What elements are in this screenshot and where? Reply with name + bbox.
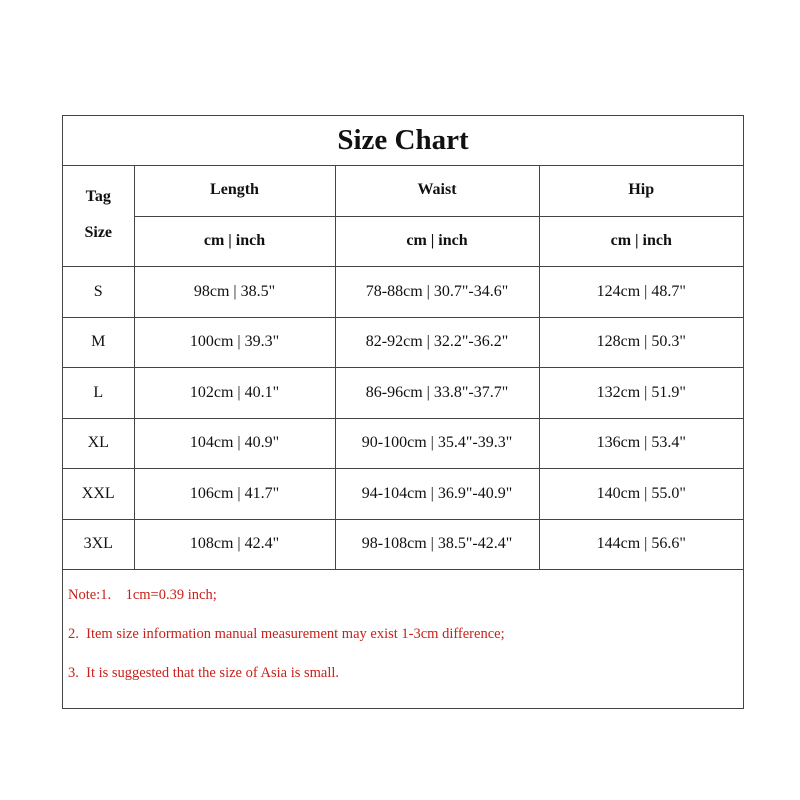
hip-cell: 124cm | 48.7"	[539, 266, 743, 317]
note-2: 2. Item size information manual measurement may exist 1-3cm difference;	[68, 626, 505, 642]
hip-cell: 144cm | 56.6"	[539, 519, 743, 569]
table-row	[63, 468, 743, 519]
waist-cell: 82-92cm | 32.2"-36.2"	[335, 317, 539, 367]
chart-title: Size Chart	[63, 116, 743, 166]
header-row	[63, 165, 743, 216]
length-cell: 104cm | 40.9"	[134, 418, 335, 468]
length-cell: 100cm | 39.3"	[134, 317, 335, 367]
size-cell: XL	[63, 418, 134, 468]
table-row	[63, 266, 743, 317]
note-3: 3. It is suggested that the size of Asia is small.	[68, 665, 340, 681]
waist-cell: 86-96cm | 33.8"-37.7"	[335, 367, 539, 418]
hip-header: Hip	[539, 165, 743, 216]
table-row	[63, 317, 743, 367]
size-cell: 3XL	[63, 519, 134, 569]
size-cell: M	[63, 317, 134, 367]
waist-cell: 78-88cm | 30.7"-34.6"	[335, 266, 539, 317]
table-row	[63, 418, 743, 468]
length-cell: 102cm | 40.1"	[134, 367, 335, 418]
table-row	[63, 367, 743, 418]
note-1: Note:1. 1cm=0.39 inch;	[68, 587, 217, 603]
waist-cell: 90-100cm | 35.4"-39.3"	[335, 418, 539, 468]
table-row	[63, 519, 743, 569]
waist-unit: cm | inch	[335, 216, 539, 266]
tag-label: Tag	[85, 188, 111, 206]
hip-cell: 128cm | 50.3"	[539, 317, 743, 367]
length-cell: 106cm | 41.7"	[134, 468, 335, 519]
waist-cell: 94-104cm | 36.9"-40.9"	[335, 468, 539, 519]
waist-cell: 98-108cm | 38.5"-42.4"	[335, 519, 539, 569]
size-label: Size	[84, 224, 113, 242]
size-cell: S	[63, 266, 134, 317]
length-cell: 98cm | 38.5"	[134, 266, 335, 317]
size-cell: XXL	[63, 468, 134, 519]
tag-size-header	[63, 165, 134, 266]
size-cell: L	[63, 367, 134, 418]
notes-section	[63, 569, 743, 708]
length-unit: cm | inch	[134, 216, 335, 266]
hip-cell: 132cm | 51.9"	[539, 367, 743, 418]
length-cell: 108cm | 42.4"	[134, 519, 335, 569]
size-chart	[62, 115, 744, 709]
waist-header: Waist	[335, 165, 539, 216]
hip-cell: 140cm | 55.0"	[539, 468, 743, 519]
size-table	[63, 165, 743, 570]
unit-row	[63, 216, 743, 266]
length-header: Length	[134, 165, 335, 216]
hip-cell: 136cm | 53.4"	[539, 418, 743, 468]
hip-unit: cm | inch	[539, 216, 743, 266]
